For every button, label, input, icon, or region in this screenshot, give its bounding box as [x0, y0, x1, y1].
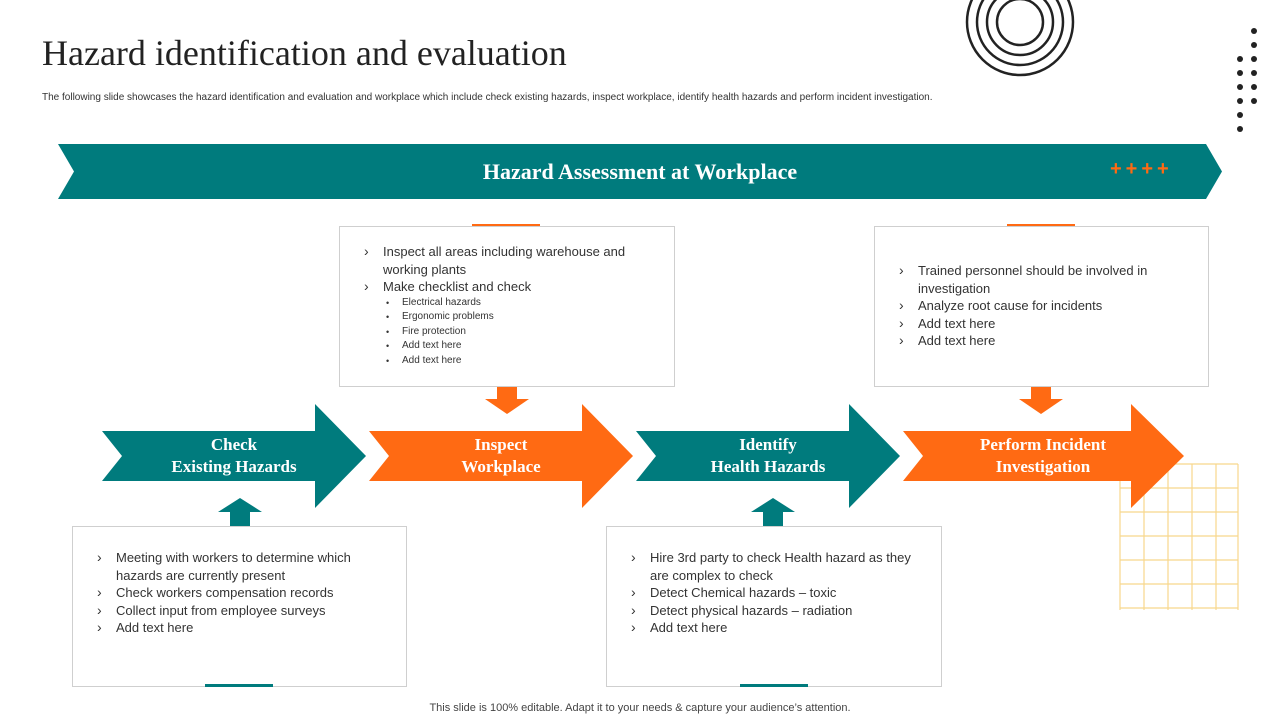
list-item: • Ergonomic problems [364, 310, 662, 325]
list-item: › Detect physical hazards – radiation [631, 602, 929, 620]
step-identify-health-hazards [656, 404, 880, 508]
step-inspect-workplace [389, 404, 613, 508]
list-item: • Fire protection [364, 325, 662, 340]
up-arrow-icon [216, 498, 264, 526]
list-item: • Electrical hazards [364, 296, 662, 311]
accent-bar [205, 684, 273, 687]
circle-ring-inner [997, 0, 1043, 45]
check-points-list [97, 549, 394, 637]
step-perform-line2: Investigation [995, 457, 1091, 476]
incident-investigation-card [874, 226, 1209, 387]
list-item: › Check workers compensation records [97, 584, 394, 602]
footer-note: This slide is 100% editable. Adapt it to your needs & capture your audience’s attention. [429, 702, 851, 714]
list-item: › Add text here [899, 315, 1196, 333]
step-check-line2: Existing Hazards [171, 457, 297, 476]
check-hazards-card [72, 526, 407, 687]
up-arrow-icon [749, 498, 797, 526]
list-item: › Add text here [899, 332, 1196, 350]
list-item: › Make checklist and check [364, 278, 662, 296]
list-item: › Hire 3rd party to check Health hazard as they are complex to check [631, 549, 929, 584]
list-item: • Add text here [364, 339, 662, 354]
list-item: › Inspect all areas including warehouse and working plants [364, 243, 662, 278]
inspect-points-list [364, 243, 662, 296]
list-item: › Meeting with workers to determine which hazards are currently present [97, 549, 394, 584]
step-check-existing-hazards [122, 404, 346, 508]
banner-title: Hazard Assessment at Workplace [482, 159, 798, 184]
step-identify-line2: Health Hazards [710, 457, 826, 476]
list-item: › Add text here [631, 619, 929, 637]
accent-bar [740, 684, 808, 687]
health-hazards-card [606, 526, 942, 687]
list-item: › Detect Chemical hazards – toxic [631, 584, 929, 602]
step-inspect-line1: Inspect [474, 435, 528, 454]
down-arrow-icon [1017, 386, 1065, 414]
list-item: • Add text here [364, 354, 662, 369]
step-check-line1: Check [210, 435, 258, 454]
plus-signs-decoration: ++++ [1110, 158, 1173, 180]
page-subtitle: The following slide showcases the hazard identification and evaluation and workplace which include check existing hazards, inspect workplace, identify health hazards and perform incident investigation. [42, 92, 933, 103]
inspect-checklist-list [364, 296, 662, 369]
list-item: › Analyze root cause for incidents [899, 297, 1196, 315]
list-item: › Add text here [97, 619, 394, 637]
dot-pattern-decoration [1232, 24, 1262, 144]
concentric-circles-decoration [960, 0, 1080, 82]
health-points-list [631, 549, 929, 637]
inspect-workplace-card [339, 226, 675, 387]
list-item: › Collect input from employee surveys [97, 602, 394, 620]
page-title: Hazard identification and evaluation [42, 33, 567, 73]
incident-points-list [899, 262, 1196, 350]
step-perform-incident-investigation [923, 404, 1163, 508]
step-perform-line1: Perform Incident [979, 435, 1107, 454]
step-inspect-line2: Workplace [461, 457, 541, 476]
list-item: › Trained personnel should be involved in investigation [899, 262, 1196, 297]
down-arrow-icon [483, 386, 531, 414]
step-identify-line1: Identify [739, 435, 797, 454]
